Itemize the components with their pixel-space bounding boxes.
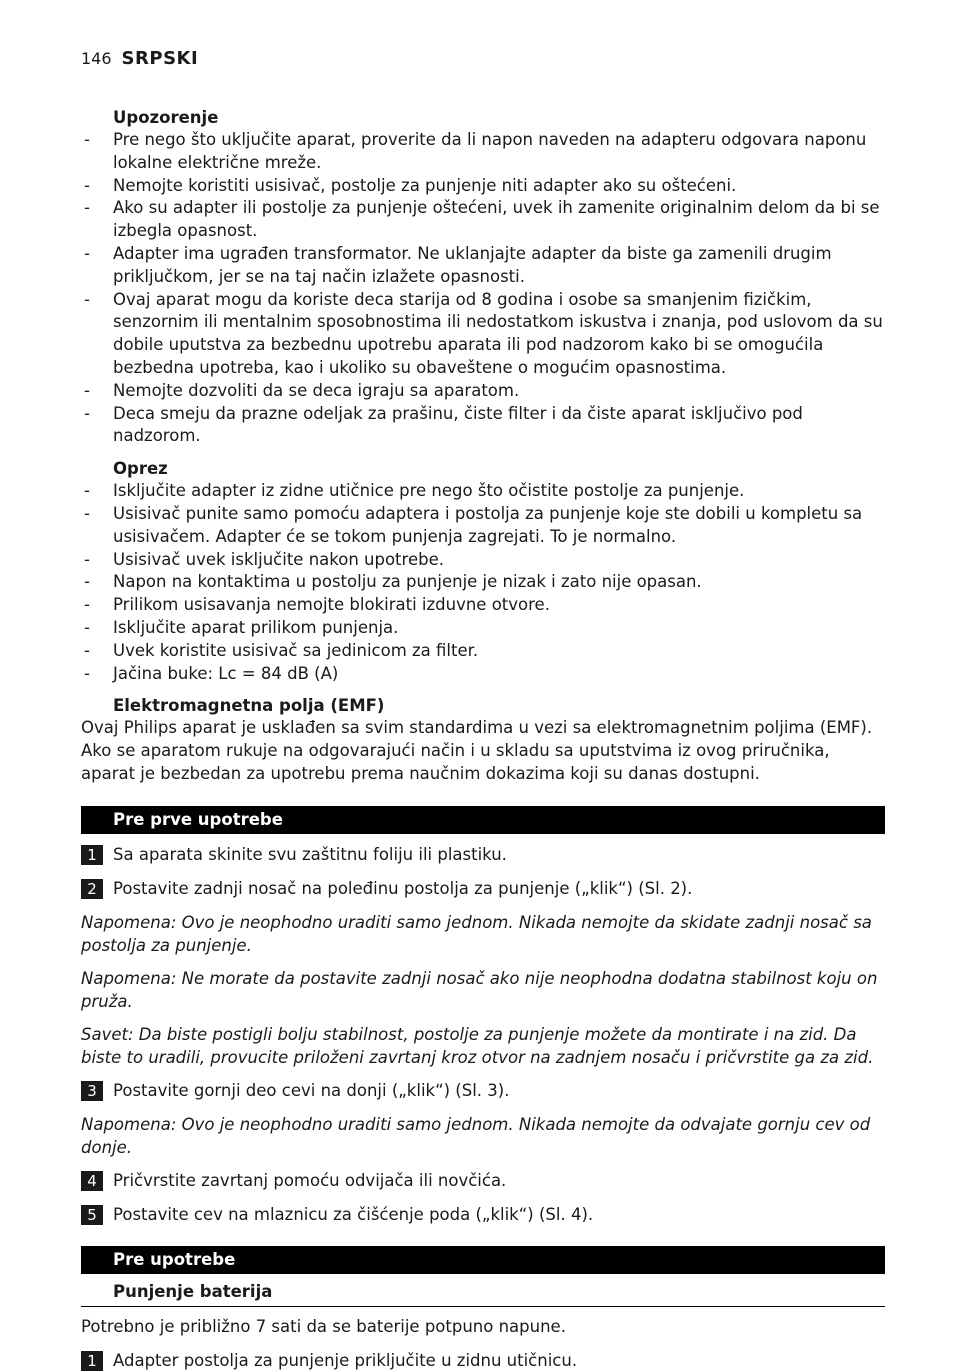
step-number: 5	[81, 1205, 103, 1225]
emf-paragraph: Ovaj Philips aparat je usklađen sa svim standardima u vezi sa elektromagnetnim poljima (EMF). Ako se aparatom rukuje na odgovarajući način i u skladu sa uputstvima iz ovog priručnika, aparat je bezbedan za upotrebu prema naučnim dokazima koji su danas dostupni.	[81, 718, 873, 783]
step-item	[81, 1350, 885, 1372]
sub-section-heading: Punjenje baterija	[81, 1280, 885, 1307]
warning-list	[81, 129, 885, 448]
list-item: - Nemojte dozvoliti da se deca igraju sa aparatom.	[84, 380, 520, 400]
tip-text: Savet: Da biste postigli bolju stabilnost, postolje za punjenje možete da montirate i na zid. Da biste to uradili, provucite priloženi zavrtanj kroz otvor na zadnjem nosaču i pričvrstite ga za zid.	[81, 1024, 874, 1067]
step-item	[81, 844, 885, 866]
page-language: SRPSKI	[121, 48, 199, 69]
note-text: Napomena: Ovo je neophodno uraditi samo jednom. Nikada nemojte da odvajate gornju cev od donje.	[81, 1114, 871, 1157]
step-text: Postavite cev na mlaznicu za čišćenje poda („klik“) (Sl. 4).	[113, 1204, 594, 1224]
caution-heading: Oprez	[113, 459, 168, 479]
list-item: - Deca smeju da prazne odeljak za prašinu, čiste filter i da čiste aparat isključivo pod nadzorom.	[84, 403, 803, 446]
step-item	[81, 1080, 885, 1102]
step-number: 3	[81, 1081, 103, 1101]
step-text: Postavite gornji deo cevi na donji („klik“) (Sl. 3).	[113, 1080, 510, 1100]
list-item: - Prilikom usisavanja nemojte blokirati izduvne otvore.	[84, 595, 550, 615]
list-item: - Ovaj aparat mogu da koriste deca starija od 8 godina i osobe sa smanjenim fizičkim, senzornim ili mentalnim sposobnostima ili nedostatkom iskustva i znanja, pod uslovom da su dobile uputstva za bezbednu upotrebu aparata ili pod nadzorom kako bi se omogućila bezbedna upotreba, kao i ukoliko su obaveštene o mogućim opasnostima.	[84, 289, 883, 377]
step-text: Postavite zadnji nosač na poleđinu postolja za punjenje („klik“) (Sl. 2).	[113, 878, 693, 898]
page-number: 146	[81, 49, 112, 68]
step-item	[81, 1170, 885, 1192]
note-text: Napomena: Ovo je neophodno uraditi samo jednom. Nikada nemojte da skidate zadnji nosač sa postolja za punjenje.	[81, 912, 872, 955]
list-item: - Adapter ima ugrađen transformator. Ne uklanjajte adapter da biste ga zamenili drugim priključkom, jer se na taj način izlažete opasnosti.	[84, 243, 832, 286]
page-content	[81, 107, 885, 1372]
step-item	[81, 1204, 885, 1226]
list-item: - Ako su adapter ili postolje za punjenje oštećeni, uvek ih zamenite originalnim delom da bi se izbegla opasnost.	[84, 198, 880, 241]
section-heading-first-use: Pre prve upotrebe	[81, 806, 885, 834]
step-number: 4	[81, 1171, 103, 1191]
list-item: - Usisivač punite samo pomoću adaptera i postolja za punjenje koje ste dobili u kompletu sa usisivačem. Adapter će se tokom punjenja zagrejati. To je normalno.	[84, 503, 863, 546]
step-text: Pričvrstite zavrtanj pomoću odvijača ili novčića.	[113, 1170, 507, 1190]
list-item: - Usisivač uvek isključite nakon upotrebe.	[84, 549, 444, 569]
warning-heading: Upozorenje	[113, 108, 219, 127]
list-item: - Pre nego što uključite aparat, proverite da li napon naveden na adapteru odgovara naponu lokalne električne mreže.	[84, 130, 867, 172]
list-item: - Napon na kontaktima u postolju za punjenje je nizak i zato nije opasan.	[84, 572, 702, 592]
section-heading-before-use: Pre upotrebe	[81, 1246, 885, 1274]
list-item: - Isključite adapter iz zidne utičnice pre nego što očistite postolje za punjenje.	[84, 481, 745, 501]
step-item	[81, 878, 885, 900]
note-text: Napomena: Ne morate da postavite zadnji nosač ako nije neophodna dodatna stabilnost koju on pruža.	[81, 968, 878, 1011]
step-text: Sa aparata skinite svu zaštitnu foliju ili plastiku.	[113, 844, 507, 864]
step-number: 2	[81, 879, 103, 899]
emf-heading: Elektromagnetna polja (EMF)	[113, 696, 385, 716]
step-text: Adapter postolja za punjenje priključite u zidnu utičnicu.	[113, 1350, 578, 1370]
charging-paragraph: Potrebno je približno 7 sati da se baterije potpuno napune.	[81, 1316, 566, 1336]
list-item: - Uvek koristite usisivač sa jedinicom za filter.	[84, 640, 479, 660]
page-header	[81, 48, 198, 69]
list-item: - Isključite aparat prilikom punjenja.	[84, 617, 399, 637]
step-number: 1	[81, 845, 103, 865]
list-item: - Nemojte koristiti usisivač, postolje za punjenje niti adapter ako su oštećeni.	[84, 175, 737, 195]
caution-list	[81, 480, 885, 685]
step-number: 1	[81, 1351, 103, 1371]
list-item: - Jačina buke: Lc = 84 dB (A)	[84, 663, 339, 683]
